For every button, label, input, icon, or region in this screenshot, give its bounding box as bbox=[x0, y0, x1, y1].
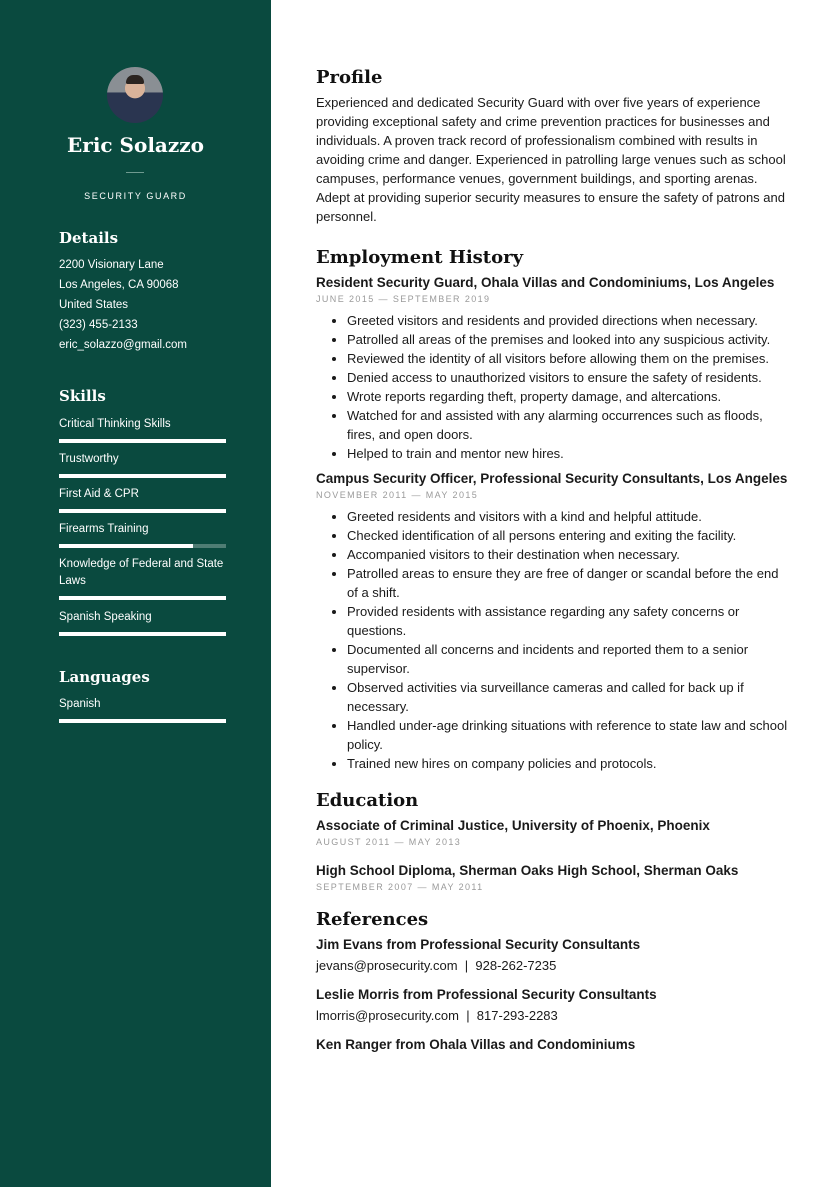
skill-label: Trustworthy bbox=[59, 453, 119, 465]
skill-level-fill bbox=[59, 544, 193, 548]
skill-level-bar bbox=[59, 474, 226, 478]
skill-level-fill bbox=[59, 439, 226, 443]
job-bullet: • Trained new hires on company policies and protocols. bbox=[347, 754, 788, 773]
reference-name: Ken Ranger from Ohala Villas and Condominiums bbox=[316, 1037, 636, 1052]
job-bullet: • Wrote reports regarding theft, property damage, and altercations. bbox=[347, 387, 788, 406]
details-heading: Details bbox=[59, 229, 119, 247]
education-entry bbox=[316, 861, 788, 894]
skill-item bbox=[59, 609, 234, 636]
skill-level-fill bbox=[59, 596, 226, 600]
main-content bbox=[316, 68, 788, 1076]
profile-text: Experienced and dedicated Security Guard with over five years of experience providing exceptional safety and crime prevention practices for businesses and individuals. A proven track record of professionalism combined with results in avoiding crime and danger. Experienced in patrolling large venues such as school campuses, performance venues, government buildings, and sporting arenas. Adept at providing superior security measures to ensure the safety of patrons and personnel. bbox=[316, 95, 786, 224]
reference-contact: lmorris@prosecurity.com | 817-293-2283 bbox=[316, 1008, 558, 1023]
skill-level-fill bbox=[59, 632, 226, 636]
skill-item bbox=[59, 556, 234, 600]
languages-heading: Languages bbox=[59, 668, 150, 686]
job-bullet: • Observed activities via surveillance cameras and called for back up if necessary. bbox=[347, 678, 788, 716]
skill-level-bar bbox=[59, 439, 226, 443]
education-dates: AUGUST 2011 — MAY 2013 bbox=[316, 837, 462, 847]
references-heading: References bbox=[316, 909, 429, 930]
job-bullet: • Handled under-age drinking situations with reference to state law and school policy. bbox=[347, 716, 788, 754]
language-item bbox=[59, 696, 234, 723]
reference-name: Leslie Morris from Professional Security Consultants bbox=[316, 987, 657, 1002]
skill-label: Spanish Speaking bbox=[59, 611, 152, 623]
language-label: Spanish bbox=[59, 698, 101, 710]
education-heading: Education bbox=[316, 790, 419, 811]
job-entry bbox=[316, 273, 788, 463]
job-dates: JUNE 2015 — SEPTEMBER 2019 bbox=[316, 294, 491, 304]
language-level-fill bbox=[59, 719, 226, 723]
skill-level-fill bbox=[59, 509, 226, 513]
education-entry bbox=[316, 816, 788, 849]
job-dates: NOVEMBER 2011 — MAY 2015 bbox=[316, 490, 479, 500]
skill-level-bar bbox=[59, 509, 226, 513]
city-line: Los Angeles, CA 90068 bbox=[59, 279, 179, 291]
education-section bbox=[316, 791, 788, 894]
job-bullets bbox=[316, 311, 788, 463]
job-bullets bbox=[316, 507, 788, 773]
reference-entry bbox=[316, 985, 788, 1025]
job-bullet: • Reviewed the identity of all visitors before allowing them on the premises. bbox=[347, 349, 788, 368]
job-title: Resident Security Guard, Ohala Villas and Condominiums, Los Angeles bbox=[316, 275, 775, 290]
profile-heading: Profile bbox=[316, 67, 383, 88]
skill-label: Critical Thinking Skills bbox=[59, 418, 171, 430]
job-bullet: • Documented all concerns and incidents and reported them to a senior supervisor. bbox=[347, 640, 788, 678]
skills-heading: Skills bbox=[59, 387, 106, 405]
employment-heading: Employment History bbox=[316, 247, 524, 268]
details-list bbox=[59, 255, 234, 355]
job-bullet: • Provided residents with assistance regarding any safety concerns or questions. bbox=[347, 602, 788, 640]
skill-label: Knowledge of Federal and State Laws bbox=[59, 558, 224, 587]
education-title: High School Diploma, Sherman Oaks High School, Sherman Oaks bbox=[316, 863, 739, 878]
address-line: 2200 Visionary Lane bbox=[59, 259, 164, 271]
reference-contact: jevans@prosecurity.com | 928-262-7235 bbox=[316, 958, 557, 973]
job-bullet: • Patrolled areas to ensure they are free of danger or scandal before the end of a shift. bbox=[347, 564, 788, 602]
sidebar bbox=[0, 0, 271, 1187]
skill-level-bar bbox=[59, 596, 226, 600]
job-bullet: • Checked identification of all persons entering and exiting the facility. bbox=[347, 526, 788, 545]
skill-level-bar bbox=[59, 632, 226, 636]
job-title: Campus Security Officer, Professional Security Consultants, Los Angeles bbox=[316, 471, 788, 486]
profile-photo bbox=[107, 67, 163, 123]
skill-label: Firearms Training bbox=[59, 523, 149, 535]
country-line: United States bbox=[59, 299, 129, 311]
skill-item bbox=[59, 486, 234, 513]
job-bullet: • Accompanied visitors to their destination when necessary. bbox=[347, 545, 788, 564]
job-bullet: • Greeted residents and visitors with a kind and helpful attitude. bbox=[347, 507, 788, 526]
job-bullet: • Greeted visitors and residents and provided directions when necessary. bbox=[347, 311, 788, 330]
skill-level-bar bbox=[59, 544, 226, 548]
education-dates: SEPTEMBER 2007 — MAY 2011 bbox=[316, 882, 484, 892]
candidate-name: Eric Solazzo bbox=[67, 133, 204, 157]
reference-entry bbox=[316, 1035, 788, 1054]
job-bullet: • Patrolled all areas of the premises and looked into any suspicious activity. bbox=[347, 330, 788, 349]
employment-section bbox=[316, 248, 788, 773]
job-entry bbox=[316, 469, 788, 773]
phone: (323) 455-2133 bbox=[59, 319, 138, 331]
job-bullet: • Denied access to unauthorized visitors to ensure the safety of residents. bbox=[347, 368, 788, 387]
profile-section bbox=[316, 68, 788, 226]
reference-name: Jim Evans from Professional Security Consultants bbox=[316, 937, 641, 952]
skill-level-fill bbox=[59, 474, 226, 478]
references-section bbox=[316, 910, 788, 1054]
language-level-bar bbox=[59, 719, 226, 723]
education-title: Associate of Criminal Justice, University of Phoenix, Phoenix bbox=[316, 818, 710, 833]
skill-item bbox=[59, 416, 234, 443]
job-bullet: • Helped to train and mentor new hires. bbox=[347, 444, 788, 463]
skill-item bbox=[59, 451, 234, 478]
job-bullet: • Watched for and assisted with any alarming occurrences such as floods, fires, and open doors. bbox=[347, 406, 788, 444]
email-link[interactable]: eric_solazzo@gmail.com bbox=[59, 339, 187, 351]
job-title: SECURITY GUARD bbox=[84, 191, 187, 201]
skill-item bbox=[59, 521, 234, 548]
skill-label: First Aid & CPR bbox=[59, 488, 139, 500]
reference-entry bbox=[316, 935, 788, 975]
divider bbox=[126, 172, 144, 173]
